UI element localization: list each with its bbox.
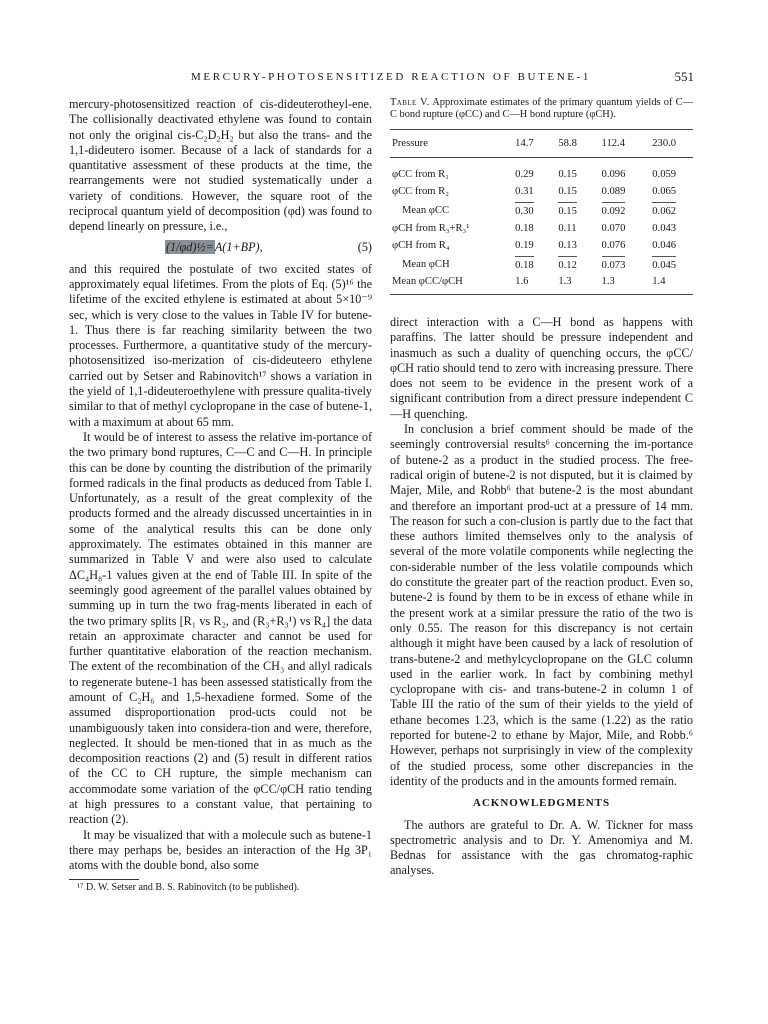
table-row xyxy=(390,254,693,274)
column-header: 58.8 xyxy=(548,130,591,158)
table-cell: 0.15 xyxy=(558,169,577,180)
page-header xyxy=(98,68,694,86)
equation-rest: A(1+BP), xyxy=(214,239,263,254)
table-cell: 0.18 xyxy=(515,223,534,234)
table-cell: 0.076 xyxy=(601,240,626,251)
table-cell: 0.043 xyxy=(652,223,677,234)
footnote: ¹⁷ D. W. Setser and B. S. Rabinovitch (to be published). xyxy=(77,881,300,893)
column-header: Pressure xyxy=(390,130,505,158)
table-row xyxy=(390,158,693,184)
row-label: φCH from R₄ xyxy=(392,240,450,251)
table-cell: 0.089 xyxy=(601,186,626,197)
table-cell: 0.046 xyxy=(652,240,677,251)
row-label: Mean φCH xyxy=(402,258,450,270)
paragraph: direct interaction with a C—H bond as happens with paraffins. The latter should be pressure independent and inasmuch as such a duality of quenching occurs, the φCC/φCH ratio should tend to zero with increasing pressure. There does not seem to be evidence in the present work of a significant contribution from a direct pressure independent C—H quenching. xyxy=(390,315,693,421)
left-column xyxy=(69,97,372,894)
paragraph: In conclusion a brief comment should be made of the seemingly controversial results⁶ concerning the im-portance of butene-2 as a product in the studied process. The free-radical origin of butene-2 is not disputed, but it is claimed by Majer, Mile, and Robb⁶ that butene-2 is the most abundant and therefore an important prod-uct at a pressure of 14 mm. The reason for such a con-clusion is partly due to the fact that these authors limited themselves only to the analysis of several of the more volatile components while neglecting the con-siderable number of the less volatile compounds which do constitute the greater part of the reaction product. Even so, butene-2 is found by them to be in excess of ethane while in the present work at a similar pressure the ratio of the two is only 0.55. The reason for this discrepancy is not certain although it might have been caused by a lack of resolution of trans-butene-2 and methylcyclopropane on the GLC column used in the earlier work. In fact by combining methyl cyclopropane with cis- and trans-butene-2 in column 1 of Table III the ratio of the sum of their yields to the yield of ethane becomes 1.23, which is the same (1.22) as the ratio reported for butene-2 to ethane by Major, Mile, and Robb.⁶ However, perhaps not surprisingly in view of the complexity of the studied process, some other discrepancies in the identity of the products and in the amounts formed remain. xyxy=(390,422,693,788)
table-cell: 0.13 xyxy=(558,240,577,251)
table-cell: 0.045 xyxy=(642,254,693,274)
table-cell: 0.30 xyxy=(505,200,548,220)
table-cell: 0.065 xyxy=(652,186,677,197)
table-cell: 0.073 xyxy=(592,254,643,274)
table-row xyxy=(390,220,693,237)
section-heading: ACKNOWLEDGMENTS xyxy=(472,797,611,810)
table-cell: 1.3 xyxy=(592,274,643,295)
table-cell: 0.15 xyxy=(558,186,577,197)
row-label: Mean φCC xyxy=(402,204,450,216)
paragraph: mercury-photosensitized reaction of cis-dideuterotheyl-ene. The collisionally deactivated ethylene was found to contain not only the original cis-C₂D₂H₂ but also the trans- and the 1,1-dideutero isomer. Because of a lack of standards for a quantitative assessment of these products at the time, the rearrangements were not studied systematically under a variety of conditions. However, the square root of the reciprocal quantum yield of decomposition (φd) was found to depend linearly on pressure, i.e., xyxy=(69,97,372,234)
page-number: 551 xyxy=(674,69,694,84)
running-title: MERCURY-PHOTOSENSITIZED REACTION OF BUTENE-1 xyxy=(191,71,591,83)
equation-number: (5) xyxy=(357,239,372,254)
table-header-row xyxy=(390,130,693,158)
table-row xyxy=(390,183,693,200)
acknowledgments-text: The authors are grateful to Dr. A. W. Tickner for mass spectrometric analysis and to Dr. Y. Amenomiya and M. Bednas for assistance with the gas chromatog-raphic analyses. xyxy=(390,817,693,878)
table-cell: 0.31 xyxy=(515,186,534,197)
table-cell: 0.19 xyxy=(515,240,534,251)
right-column xyxy=(390,97,693,879)
table-cell: 1.6 xyxy=(505,274,548,295)
table-cell: 1.3 xyxy=(548,274,591,295)
paragraph: It may be visualized that with a molecule such as butene-1 there may perhaps be, besides an interaction of the Hg 3P₁ atoms with the double bond, also some xyxy=(69,827,372,873)
table-cell: 0.059 xyxy=(652,169,677,180)
table-cell: 0.062 xyxy=(642,200,693,220)
table-cell: 1.4 xyxy=(642,274,693,295)
table-cell: 0.12 xyxy=(548,254,591,274)
row-label: φCC from R₂ xyxy=(392,186,449,197)
column-header: 14.7 xyxy=(505,130,548,158)
footnote-divider xyxy=(69,879,139,880)
table-cell: 0.18 xyxy=(505,254,548,274)
table-cell: 0.096 xyxy=(601,169,626,180)
row-label: φCC from R₁ xyxy=(392,169,449,180)
equation-highlight: (1/φd)½= xyxy=(166,239,214,254)
equation-5 xyxy=(69,238,372,260)
table-v xyxy=(390,129,693,295)
paragraph: It would be of interest to assess the relative im-portance of the two primary bond ruptures, C—C and C—H. In principle this can be done by counting the distribution of the primarily formed radicals in the final products as deduced from Table I. Unfortunately, as a result of the great complexity of the products formed and the already discussed uncertainties in in some of the analytical results this can be done only approximately. The estimates obtained in this manner are summarized in Table V and were also used to calculate ΔC₄H₈-1 values given at the end of Table III. In spite of the seemingly good agreement of the parallel values obtained by summing up in turn the two frag-ments liberated in each of the two primary splits [R₁ vs R₂, and (R₃+R₃¹) vs R₄] the data retain an approximate character and cannot be used for further quantitative elaboration of the reaction mechanism. The extent of the recombination of the CH₃ and allyl radicals to regenerate butene-1 has been assessed statistically from the amount of C₂H₆ and 1,5-hexadiene formed. Some of the assumed disproportionation prod-ucts could not be unambiguously taken into considera-tion and were, therefore, neglected. It should be men-tioned that in as much as the decomposition reactions (2) and (5) result in different ratios of the CC to CH rupture, the simple mechanism can accommodate some variation of the φCC/φCH ratio tending at high pressures to a constant value, that pertaining to reaction (2). xyxy=(69,429,372,827)
row-label: Mean φCC/φCH xyxy=(390,274,505,295)
table-cell: 0.092 xyxy=(592,200,643,220)
table-caption-text: Approximate estimates of the primary quantum yields of C—C bond rupture (φCC) and C—H bond rupture (φCH). xyxy=(390,97,693,120)
table-cell: 0.29 xyxy=(515,169,534,180)
paragraph: and this required the postulate of two excited states of approximately equal lifetimes. From the plots of Eq. (5)¹⁶ the lifetime of the excited ethylene is estimated at about 5×10⁻⁹ sec, which is very close to the values in Table IV for butene-1. Thus there is far reaching similarity between the two processes. Furthermore, a quantitative study of the mercury-photosensitized iso-merization of cis-dideuteero ethylene carried out by Setser and Rabinovitch¹⁷ shows a variation in the yield of 1,1-dideuteroethylene with pressure qualita-tively similar to that of methyl cyclopropane in the case of butene-1, with a maximum at about 65 mm. xyxy=(69,261,372,429)
row-label: φCH from R₃+R₃¹ xyxy=(392,223,470,234)
table-cell: 0.11 xyxy=(558,223,577,234)
table-caption xyxy=(390,97,693,121)
table-cell: 0.070 xyxy=(601,223,626,234)
table-cell: 0.15 xyxy=(548,200,591,220)
table-row xyxy=(390,274,693,295)
table-label: Table V. xyxy=(390,97,430,108)
column-header: 230.0 xyxy=(642,130,693,158)
column-header: 112.4 xyxy=(592,130,643,158)
table-row xyxy=(390,237,693,254)
equation-text xyxy=(165,240,263,255)
table-row xyxy=(390,200,693,220)
